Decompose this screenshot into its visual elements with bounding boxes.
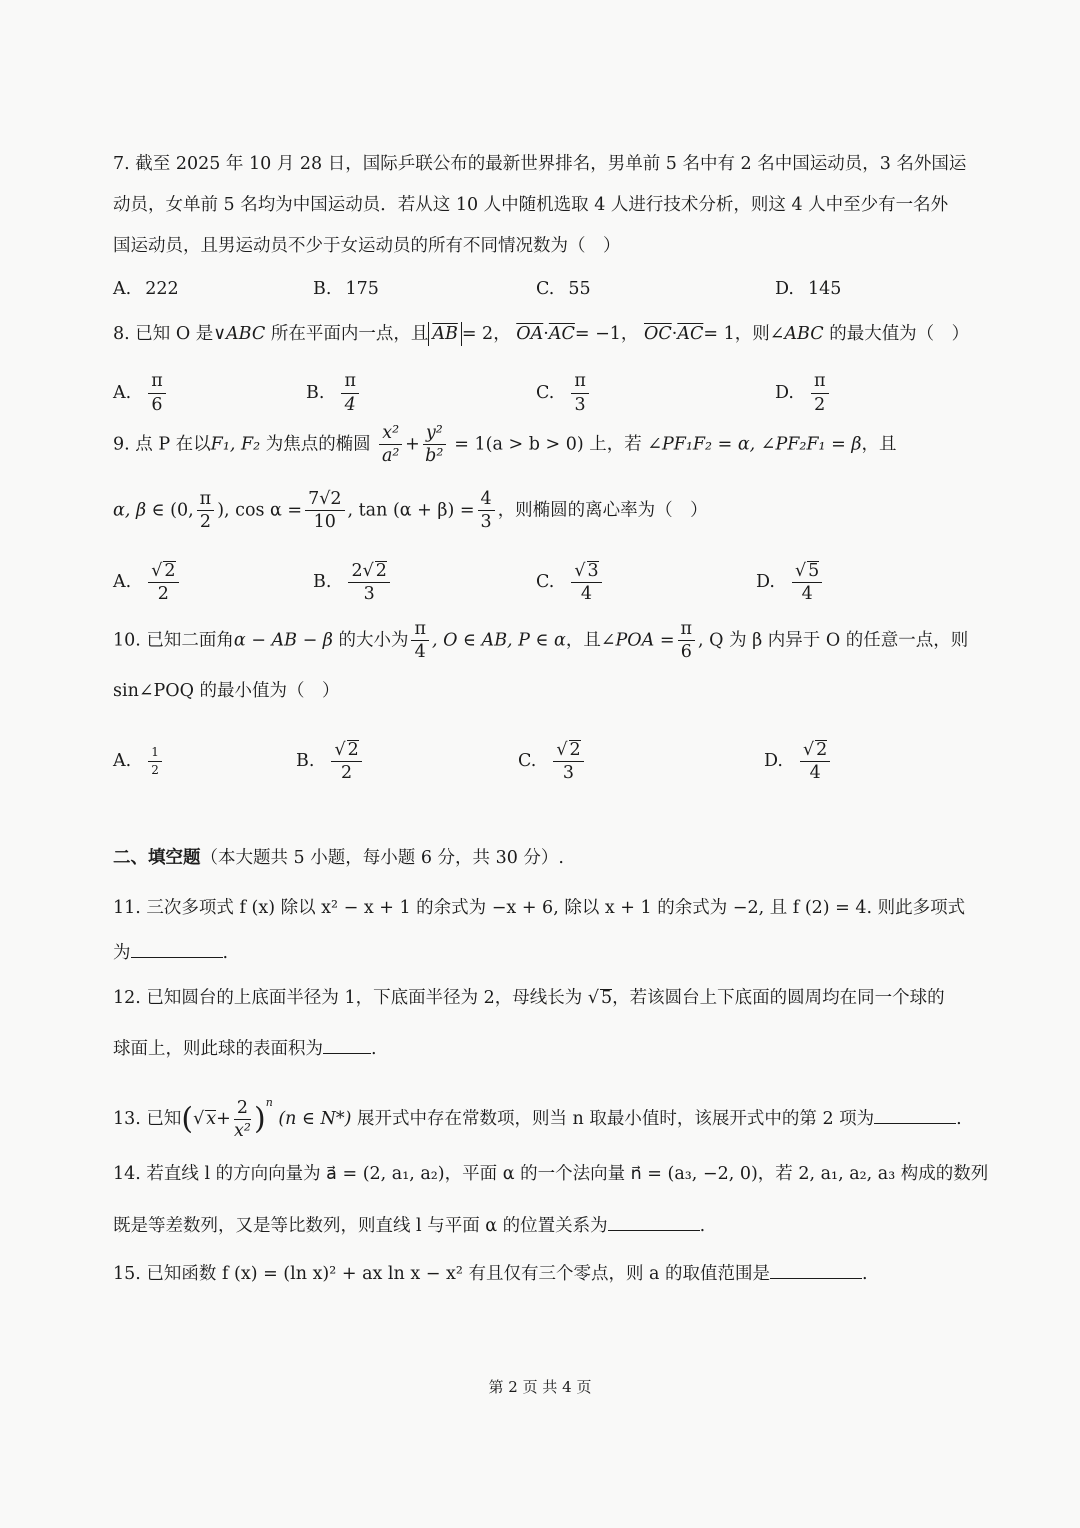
q14-answer-blank[interactable] (608, 1214, 700, 1231)
q11-line1: 11. 三次多项式 f (x) 除以 x² − x + 1 的余式为 −x + 6, 除以 x + 1 的余式为 −2, 且 f (2) = 4. 则此多项式 (113, 898, 966, 918)
q7-line3: 国运动员，且男运动员不少于女运动员的所有不同情况数为（ ） (113, 236, 621, 256)
q9-option-a: A. $\frac{√ 2}{2}$ (113, 557, 182, 607)
q15-answer-blank[interactable] (770, 1262, 862, 1279)
section-heading: 二、填空题（本大题共 5 小题，每小题 6 分，共 30 分）. (113, 848, 564, 868)
q11-answer-blank[interactable] (131, 941, 223, 958)
q14-line1: 14. 若直线 l 的方向向量为 a⃗ = (2, a₁, a₂)，平面 α 的一个法向量 n⃗ = (a₃, −2, 0)，若 2, a₁, a₂, a₃ 构成的数列 (113, 1164, 989, 1184)
q14-line2: 既是等差数列，又是等比数列，则直线 l 与平面 α 的位置关系为 . (113, 1216, 706, 1236)
q12-answer-blank[interactable] (323, 1037, 371, 1054)
q7-option-d: D. 145 (775, 279, 842, 299)
q7-line1: 7. 截至 2025 年 10 月 28 日，国际乒联公布的最新世界排名，男单前 5 名中有 2 名中国运动员，3 名外国运 (113, 154, 967, 174)
q13-answer-blank[interactable] (874, 1107, 956, 1124)
q8-option-b: B. $\frac{\pi}{4}$ (306, 368, 362, 418)
q10-stem-line1: 10. 已知二面角α − AB − β 的大小为 $\frac{\pi}{4}$ , O ∈ AB, P ∈ α，且∠POA = $\frac{\pi}{6}$ , Q 为 β 内异于 O 的任意一点，则 (113, 619, 969, 663)
q13-stem: 13. 已知(√ x+ $\frac{2}{\text{x²}}$ )$^n$ (n ∈ N*) 展开式中存在常数项，则当 n 取最小值时，该展开式中的第 2 项为 . (113, 1096, 962, 1141)
q10-options (113, 736, 973, 786)
q12-line1: 12. 已知圆台的上底面半径为 1，下底面半径为 2，母线长为 √ 5，若该圆台上下底面的圆周均在同一个球的 (113, 988, 945, 1008)
q10-option-a: A. $\frac{1}{2}$ (113, 736, 165, 786)
q12-line2: 球面上，则此球的表面积为 . (113, 1039, 377, 1059)
q7-option-c: C. 55 (536, 279, 591, 299)
q7-options (113, 264, 973, 314)
q9-option-b: B. $\frac{2√ 2}{3}$ (313, 557, 393, 607)
page-footer: 第 2 页 共 4 页 (488, 1378, 592, 1396)
q8-option-a: A. $\frac{\pi}{6}$ (113, 368, 169, 418)
q8-options (113, 368, 973, 418)
q7-option-a: A. 222 (113, 279, 179, 299)
q9-stem-line1: 9. 点 P 在以F₁, F₂ 为焦点的椭圆 $\frac{\text{x²}}{\text{a²}}$ + $\frac{\text{y²}}{\text{b²}}$ = 1(a > b > 0) 上，若 ∠PF₁F₂ = α, ∠PF₂F₁ = β，且 (113, 423, 897, 467)
q10-stem-line2: sin∠POQ 的最小值为（ ） (113, 681, 340, 701)
q9-option-c: C. $\frac{√ 3}{4}$ (536, 557, 605, 607)
q15-line1: 15. 已知函数 f (x) = (ln x)² + ax ln x − x² 有且仅有三个零点，则 a 的取值范围是 . (113, 1264, 868, 1284)
q9-options (113, 557, 973, 607)
q8-option-c: C. $\frac{\pi}{3}$ (536, 368, 592, 418)
q11-line2: 为 . (113, 943, 229, 963)
q8-option-d: D. $\frac{\pi}{2}$ (775, 368, 832, 418)
q10-option-d: D. $\frac{√ 2}{4}$ (764, 736, 833, 786)
q8-stem: 8. 已知 O 是∨ABC 所在平面内一点，且 $\overline{AB} = 2$， $\overline{OA}\cdot\overline{AC}= -1$， $\overline{OC}\cdot\overline{AC}= 1$，则∠ABC 的最大值为（ ） (113, 324, 970, 344)
q10-option-c: C. $\frac{√ 2}{3}$ (518, 736, 587, 786)
q9-option-d: D. $\frac{√ 5}{4}$ (756, 557, 825, 607)
q9-stem-line2: α, β ∈ (0, $\frac{\pi}{2}$ ), cos α = $\frac{7√2}{10}$ , tan (α + β) = $\frac{4}{3}$ ，则椭圆的离心率为（ ） (113, 489, 708, 533)
q10-option-b: B. $\frac{√ 2}{2}$ (296, 736, 365, 786)
q7-option-b: B. 175 (313, 279, 379, 299)
q7-line2: 动员，女单前 5 名均为中国运动员．若从这 10 人中随机选取 4 人进行技术分析，则这 4 人中至少有一名外 (113, 195, 949, 215)
